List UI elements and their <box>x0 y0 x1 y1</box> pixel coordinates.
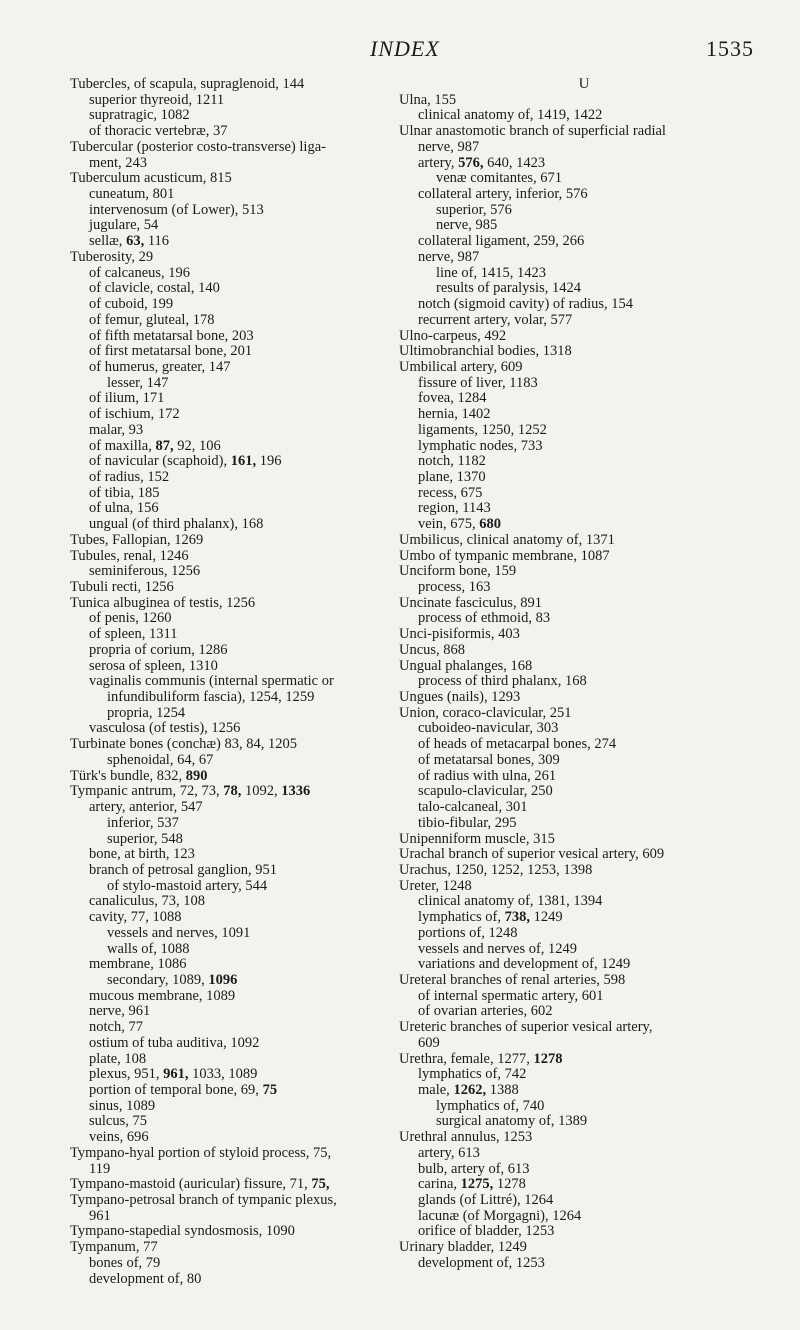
index-entry: lymphatic nodes, 733 <box>418 437 543 454</box>
index-entry: Tympano-mastoid (auricular) fissure, 71, 75, <box>70 1176 330 1193</box>
index-entry: tibio-fibular, 295 <box>418 814 517 831</box>
index-entry: branch of petrosal ganglion, 951 <box>89 861 278 878</box>
index-entry: talo-calcaneal, 301 <box>418 799 528 816</box>
index-entry: process of ethmoid, 83 <box>418 610 551 627</box>
index-entry: of radius, 152 <box>89 468 170 485</box>
index-entry: of ovarian arteries, 602 <box>418 1003 553 1020</box>
index-entry: Urachus, 1250, 1252, 1253, 1398 <box>399 861 593 878</box>
index-entry: Unci-pisiformis, 403 <box>399 626 520 643</box>
index-entry: Union, coraco-clavicular, 251 <box>399 704 572 721</box>
index-entry: of navicular (scaphoid), 161, 196 <box>89 453 282 470</box>
index-entry: Turbinate bones (conchæ) 83, 84, 1205 <box>70 736 298 753</box>
index-entry: of ilium, 171 <box>89 390 165 407</box>
index-entry: Tympanic antrum, 72, 73, 78, 1092, 1336 <box>70 783 311 800</box>
index-entry: Tubercular (posterior costo-transverse) liga- <box>70 138 326 155</box>
index-entry: orifice of bladder, 1253 <box>418 1223 555 1240</box>
index-entry: Ureter, 1248 <box>399 877 472 894</box>
index-entry: of penis, 1260 <box>89 610 172 627</box>
index-entry: plate, 108 <box>89 1050 147 1067</box>
index-entry: surgical anatomy of, 1389 <box>436 1113 588 1130</box>
index-entry: results of paralysis, 1424 <box>436 280 581 297</box>
index-entry: of clavicle, costal, 140 <box>89 280 220 297</box>
index-entry: Tympano-stapedial syndosmosis, 1090 <box>70 1223 295 1240</box>
index-entry: Umbilical artery, 609 <box>399 358 523 375</box>
index-entry: sinus, 1089 <box>89 1097 156 1114</box>
index-entry: inferior, 537 <box>107 814 179 831</box>
index-entry: 609 <box>418 1034 440 1051</box>
index-entry: clinical anatomy of, 1419, 1422 <box>418 107 603 124</box>
index-entry: of tibia, 185 <box>89 484 160 501</box>
section-letter: U <box>578 76 590 92</box>
index-entry: cuboideo-navicular, 303 <box>418 720 559 737</box>
index-entry: Ungual phalanges, 168 <box>399 657 533 674</box>
index-entry: nerve, 987 <box>418 248 480 265</box>
index-entry: hernia, 1402 <box>418 406 491 423</box>
index-entry: lymphatics of, 742 <box>418 1066 527 1083</box>
index-entry: superior, 576 <box>436 201 512 218</box>
index-entry: Tympano-petrosal branch of tympanic plexus, <box>70 1192 337 1209</box>
index-entry: 961 <box>89 1207 111 1224</box>
index-entry: Umbo of tympanic membrane, 1087 <box>399 547 610 564</box>
index-entry: of metatarsal bones, 309 <box>418 751 560 768</box>
index-entry: of cuboid, 199 <box>89 296 174 313</box>
index-entry: of internal spermatic artery, 601 <box>418 987 604 1004</box>
index-entry: Ulnar anastomotic branch of superficial radial <box>399 123 666 140</box>
index-entry: glands (of Littré), 1264 <box>418 1192 554 1209</box>
index-column-left <box>70 77 410 1287</box>
index-entry: portion of temporal bone, 69, 75 <box>89 1082 278 1098</box>
index-entry: ostium of tuba auditiva, 1092 <box>89 1034 260 1051</box>
index-entry: region, 1143 <box>418 500 491 517</box>
index-entry: of calcaneus, 196 <box>89 264 191 281</box>
index-entry: Uncus, 868 <box>399 641 466 658</box>
index-entry: vaginalis communis (internal spermatic or <box>89 673 334 690</box>
index-entry: development of, 80 <box>89 1270 202 1287</box>
index-entry: secondary, 1089, 1096 <box>107 971 238 988</box>
index-entry: process, 163 <box>418 579 491 595</box>
index-entry: nerve, 961 <box>89 1003 151 1020</box>
index-entry: recurrent artery, volar, 577 <box>418 311 573 328</box>
index-entry: Tubes, Fallopian, 1269 <box>70 531 204 548</box>
index-entry: ment, 243 <box>89 154 147 171</box>
index-entry: Ureteral branches of renal arteries, 598 <box>399 971 626 988</box>
index-entry: infundibuliform fascia), 1254, 1259 <box>107 689 315 706</box>
index-entry: Ulna, 155 <box>399 91 457 108</box>
index-entry: of spleen, 1311 <box>89 626 178 643</box>
index-entry: ungual (of third phalanx), 168 <box>89 516 264 533</box>
index-entry: notch, 77 <box>89 1019 143 1036</box>
index-entry: of ulna, 156 <box>89 500 159 517</box>
index-entry: Urethral annulus, 1253 <box>399 1129 533 1146</box>
index-entry: of humerus, greater, 147 <box>89 358 231 375</box>
index-entry: plexus, 951, 961, 1033, 1089 <box>89 1066 258 1083</box>
index-entry: variations and development of, 1249 <box>418 956 631 973</box>
index-entry: nerve, 987 <box>418 138 480 155</box>
index-entry: bones of, 79 <box>89 1254 161 1271</box>
index-entry: Tubuli recti, 1256 <box>70 579 174 595</box>
index-entry: of heads of metacarpal bones, 274 <box>418 736 617 753</box>
index-entry: lymphatics of, 740 <box>436 1097 545 1114</box>
index-entry: Ureteric branches of superior vesical artery, <box>399 1019 653 1036</box>
index-entry: Tubercles, of scapula, supraglenoid, 144 <box>70 76 305 92</box>
index-entry: collateral artery, inferior, 576 <box>418 186 588 203</box>
index-entry: clinical anatomy of, 1381, 1394 <box>418 893 603 910</box>
page-title: INDEX <box>370 36 440 61</box>
index-entry: Türk's bundle, 832, 890 <box>70 767 208 784</box>
index-entry: Ungues (nails), 1293 <box>399 689 521 706</box>
index-entry: of stylo-mastoid artery, 544 <box>107 877 268 894</box>
index-entry: of thoracic vertebræ, 37 <box>89 123 228 140</box>
index-entry: Tuberosity, 29 <box>70 248 154 265</box>
index-entry: recess, 675 <box>418 484 483 501</box>
index-entry: serosa of spleen, 1310 <box>89 657 218 674</box>
index-entry: cuneatum, 801 <box>89 186 175 203</box>
index-entry: artery, anterior, 547 <box>89 799 203 816</box>
index-entry: vein, 675, 680 <box>418 516 501 533</box>
index-entry: Tuberculum acusticum, 815 <box>70 170 232 187</box>
index-entry: nerve, 985 <box>436 217 498 234</box>
index-entry: male, 1262, 1388 <box>418 1082 519 1098</box>
index-entry: Tympanum, 77 <box>70 1239 158 1256</box>
index-entry: Ultimobranchial bodies, 1318 <box>399 343 572 360</box>
index-entry: propria of corium, 1286 <box>89 641 228 658</box>
index-entry: sulcus, 75 <box>89 1113 147 1130</box>
index-entry: ligaments, 1250, 1252 <box>418 421 547 438</box>
index-entry: propria, 1254 <box>107 704 186 721</box>
index-entry: vasculosa (of testis), 1256 <box>89 720 241 737</box>
index-entry: of first metatarsal bone, 201 <box>89 343 253 360</box>
index-entry: membrane, 1086 <box>89 956 187 973</box>
index-entry: Tympano-hyal portion of styloid process, 75, <box>70 1144 332 1161</box>
index-entry: Urachal branch of superior vesical artery, 609 <box>399 846 665 863</box>
index-entry: vessels and nerves, 1091 <box>107 924 251 941</box>
index-entry: fovea, 1284 <box>418 390 487 407</box>
page-header <box>0 36 800 66</box>
index-entry: bulb, artery of, 613 <box>418 1160 530 1177</box>
index-entry: artery, 576, 640, 1423 <box>418 154 546 171</box>
index-entry: Umbilicus, clinical anatomy of, 1371 <box>399 531 615 548</box>
index-entry: Uncinate fasciculus, 891 <box>399 594 542 611</box>
index-entry: lesser, 147 <box>107 374 169 391</box>
index-entry: collateral ligament, 259, 266 <box>418 233 585 250</box>
index-entry: notch, 1182 <box>418 453 486 470</box>
index-entry: lymphatics of, 738, 1249 <box>418 909 563 926</box>
index-entry: of femur, gluteal, 178 <box>89 311 215 328</box>
index-entry: seminiferous, 1256 <box>89 563 201 580</box>
index-entry: of radius with ulna, 261 <box>418 767 557 784</box>
index-entry: fissure of liver, 1183 <box>418 374 538 391</box>
index-entry: Tubules, renal, 1246 <box>70 547 189 564</box>
index-entry: sellæ, 63, 116 <box>89 233 170 250</box>
index-entry: Ulno-carpeus, 492 <box>399 327 507 344</box>
index-entry: Unciform bone, 159 <box>399 563 517 580</box>
index-entry: Tunica albuginea of testis, 1256 <box>70 594 256 611</box>
index-entry: Unipenniform muscle, 315 <box>399 830 555 847</box>
index-entry: portions of, 1248 <box>418 924 518 941</box>
index-entry: 119 <box>89 1160 111 1177</box>
index-entry: walls of, 1088 <box>107 940 190 957</box>
page-number: 1535 <box>706 36 754 61</box>
index-entry: cavity, 77, 1088 <box>89 909 182 926</box>
index-entry: of fifth metatarsal bone, 203 <box>89 327 254 344</box>
index-entry: Urethra, female, 1277, 1278 <box>399 1050 563 1067</box>
index-entry: line of, 1415, 1423 <box>436 264 546 281</box>
index-entry: development of, 1253 <box>418 1254 545 1271</box>
index-entry: sphenoidal, 64, 67 <box>107 751 214 768</box>
index-column-right <box>399 77 769 1272</box>
index-entry: notch (sigmoid cavity) of radius, 154 <box>418 296 634 313</box>
index-entry: Urinary bladder, 1249 <box>399 1239 527 1256</box>
index-entry: plane, 1370 <box>418 468 486 485</box>
index-entry: artery, 613 <box>418 1144 480 1161</box>
index-entry: of ischium, 172 <box>89 406 180 423</box>
index-entry: intervenosum (of Lower), 513 <box>89 201 264 218</box>
index-entry: superior thyreoid, 1211 <box>89 91 225 108</box>
index-entry: of maxilla, 87, 92, 106 <box>89 437 221 454</box>
index-entry: venæ comitantes, 671 <box>436 170 563 187</box>
index-entry: carina, 1275, 1278 <box>418 1176 526 1193</box>
index-entry: vessels and nerves of, 1249 <box>418 940 578 957</box>
index-entry: malar, 93 <box>89 421 144 438</box>
index-entry: lacunæ (of Morgagni), 1264 <box>418 1207 582 1224</box>
index-entry: bone, at birth, 123 <box>89 846 195 863</box>
index-entry: supratragic, 1082 <box>89 107 190 124</box>
index-entry: canaliculus, 73, 108 <box>89 893 205 910</box>
index-entry: veins, 696 <box>89 1129 149 1146</box>
index-entry: scapulo-clavicular, 250 <box>418 783 553 800</box>
index-entry: process of third phalanx, 168 <box>418 673 587 690</box>
index-entry: jugulare, 54 <box>89 217 159 234</box>
index-entry: superior, 548 <box>107 830 183 847</box>
index-entry: mucous membrane, 1089 <box>89 987 236 1004</box>
